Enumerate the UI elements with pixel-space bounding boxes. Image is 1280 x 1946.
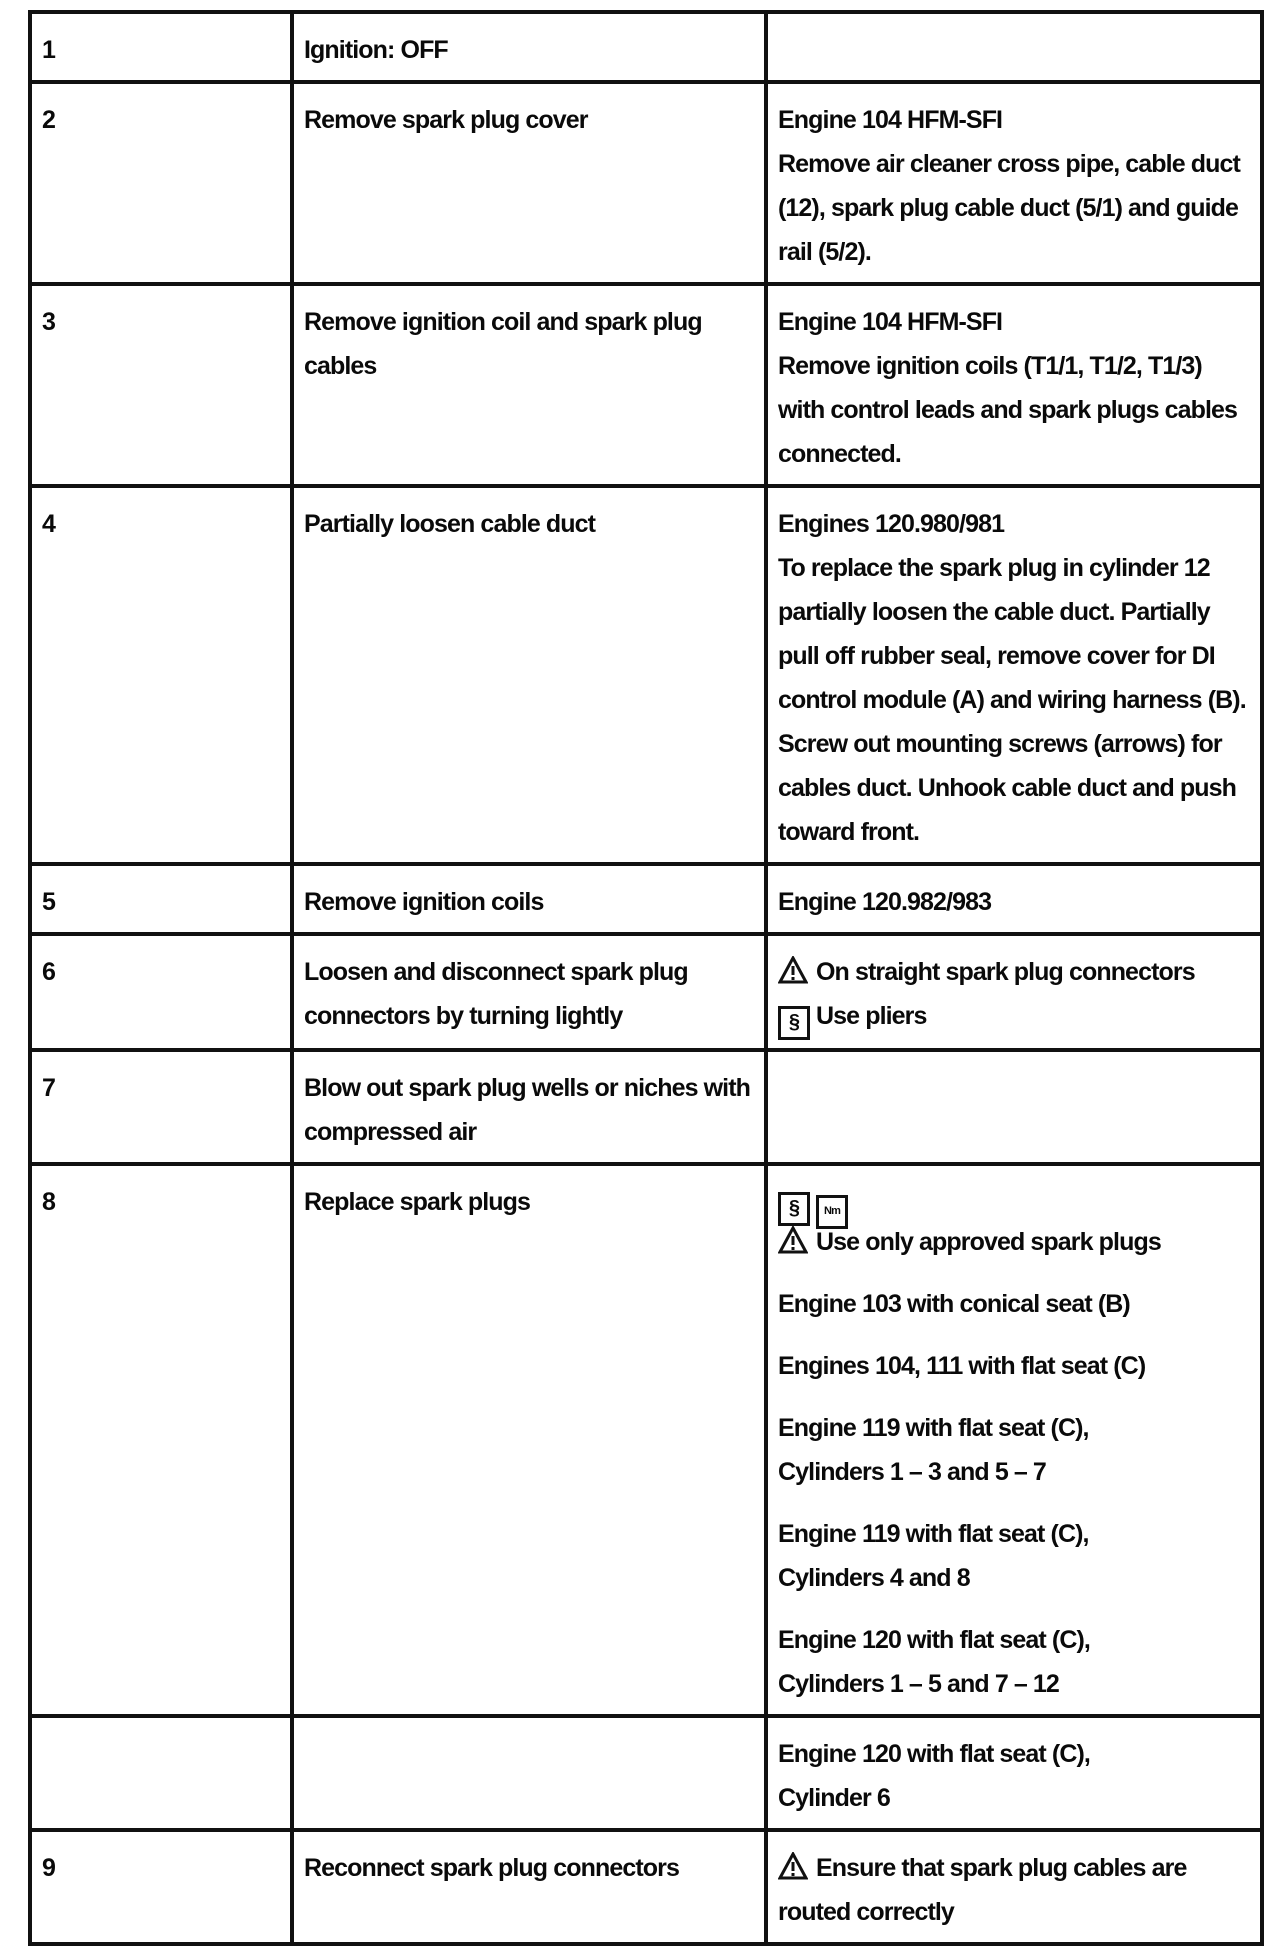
table-row — [30, 12, 1262, 82]
spec-item: Engine 119 with flat seat (C), Cylinders 1 – 3 and 5 – 7 — [778, 1414, 1089, 1486]
step-description: Remove spark plug cover — [292, 82, 766, 284]
table-row — [30, 486, 1262, 864]
step-description: Reconnect spark plug connectors — [292, 1830, 766, 1944]
step-note — [766, 1830, 1262, 1944]
spec-item: Engine 119 with flat seat (C), Cylinders 4 and 8 — [778, 1520, 1089, 1592]
step-description: Partially loosen cable duct — [292, 486, 766, 864]
step-description — [292, 1716, 766, 1830]
spec-item: Engine 103 with conical seat (B) — [778, 1290, 1130, 1318]
step-description: Loosen and disconnect spark plug connectors by turning lightly — [292, 934, 766, 1050]
procedure-table — [28, 10, 1264, 1946]
step-description: Remove ignition coil and spark plug cables — [292, 284, 766, 486]
step-number: 6 — [30, 934, 292, 1050]
step-number: 8 — [30, 1164, 292, 1716]
step-description: Remove ignition coils — [292, 864, 766, 934]
step-note — [766, 82, 1262, 284]
special-tool-icon: § — [778, 1006, 810, 1040]
spec-item: Engines 104, 111 with flat seat (C) — [778, 1352, 1146, 1380]
table-row — [30, 1164, 1262, 1716]
step-note — [766, 1050, 1262, 1164]
step-number: 3 — [30, 284, 292, 486]
step-note — [766, 864, 1262, 934]
step-number: 9 — [30, 1830, 292, 1944]
spec-line: Cylinder 6 — [778, 1784, 890, 1812]
table-row — [30, 284, 1262, 486]
step-note — [766, 486, 1262, 864]
note-text: Remove air cleaner cross pipe, cable duct (12), spark plug cable duct (5/1) and guide rail (5/2). — [778, 150, 1240, 266]
step-note — [766, 1164, 1262, 1716]
warning-text: Ensure that spark plug cables are routed correctly — [778, 1854, 1187, 1926]
note-text: Remove ignition coils (T1/1, T1/2, T1/3) with control leads and spark plugs cables connected. — [778, 352, 1238, 468]
warning-line — [778, 1846, 1250, 1934]
step-number: 1 — [30, 12, 292, 82]
spec-line: Engine 120 with flat seat (C), — [778, 1740, 1090, 1768]
note-heading: Engine 120.982/983 — [778, 888, 992, 916]
torque-nm-icon: Nm — [816, 1195, 848, 1229]
table-row — [30, 864, 1262, 934]
step-number: 4 — [30, 486, 292, 864]
step-number: 2 — [30, 82, 292, 284]
warning-text: Use only approved spark plugs — [816, 1228, 1161, 1256]
warning-triangle-icon — [778, 1226, 808, 1254]
note-text: To replace the spark plug in cylinder 12 partially loosen the cable duct. Partially pull off rubber seal, remove cover for DI control module (A) and wiring harness (B). Screw out mounting screws (arrows) for cables duct. Unhook cable duct and push toward front. — [778, 554, 1246, 846]
table-row — [30, 1830, 1262, 1944]
warning-line — [778, 950, 1250, 994]
note-heading: Engine 104 HFM-SFI — [778, 106, 1003, 134]
table-row — [30, 82, 1262, 284]
warning-triangle-icon — [778, 1852, 808, 1880]
step-note — [766, 284, 1262, 486]
icon-row — [778, 1180, 1250, 1220]
special-tool-icon: § — [778, 1192, 810, 1226]
tool-line — [778, 994, 1250, 1040]
table-row — [30, 934, 1262, 1050]
tool-text: Use pliers — [816, 1002, 927, 1030]
warning-line — [778, 1220, 1250, 1264]
step-description: Ignition: OFF — [292, 12, 766, 82]
note-heading: Engine 104 HFM-SFI — [778, 308, 1003, 336]
step-note — [766, 12, 1262, 82]
table-row — [30, 1716, 1262, 1830]
note-heading: Engines 120.980/981 — [778, 510, 1005, 538]
spec-item: Engine 120 with flat seat (C), Cylinders 1 – 5 and 7 – 12 — [778, 1626, 1090, 1698]
warning-triangle-icon — [778, 956, 808, 984]
step-description: Replace spark plugs — [292, 1164, 766, 1716]
procedure-sheet — [28, 10, 1260, 1946]
table-row — [30, 1050, 1262, 1164]
step-note — [766, 1716, 1262, 1830]
step-number: 5 — [30, 864, 292, 934]
warning-text: On straight spark plug connectors — [816, 958, 1195, 986]
step-description: Blow out spark plug wells or niches with compressed air — [292, 1050, 766, 1164]
step-number — [30, 1716, 292, 1830]
step-number: 7 — [30, 1050, 292, 1164]
step-note — [766, 934, 1262, 1050]
